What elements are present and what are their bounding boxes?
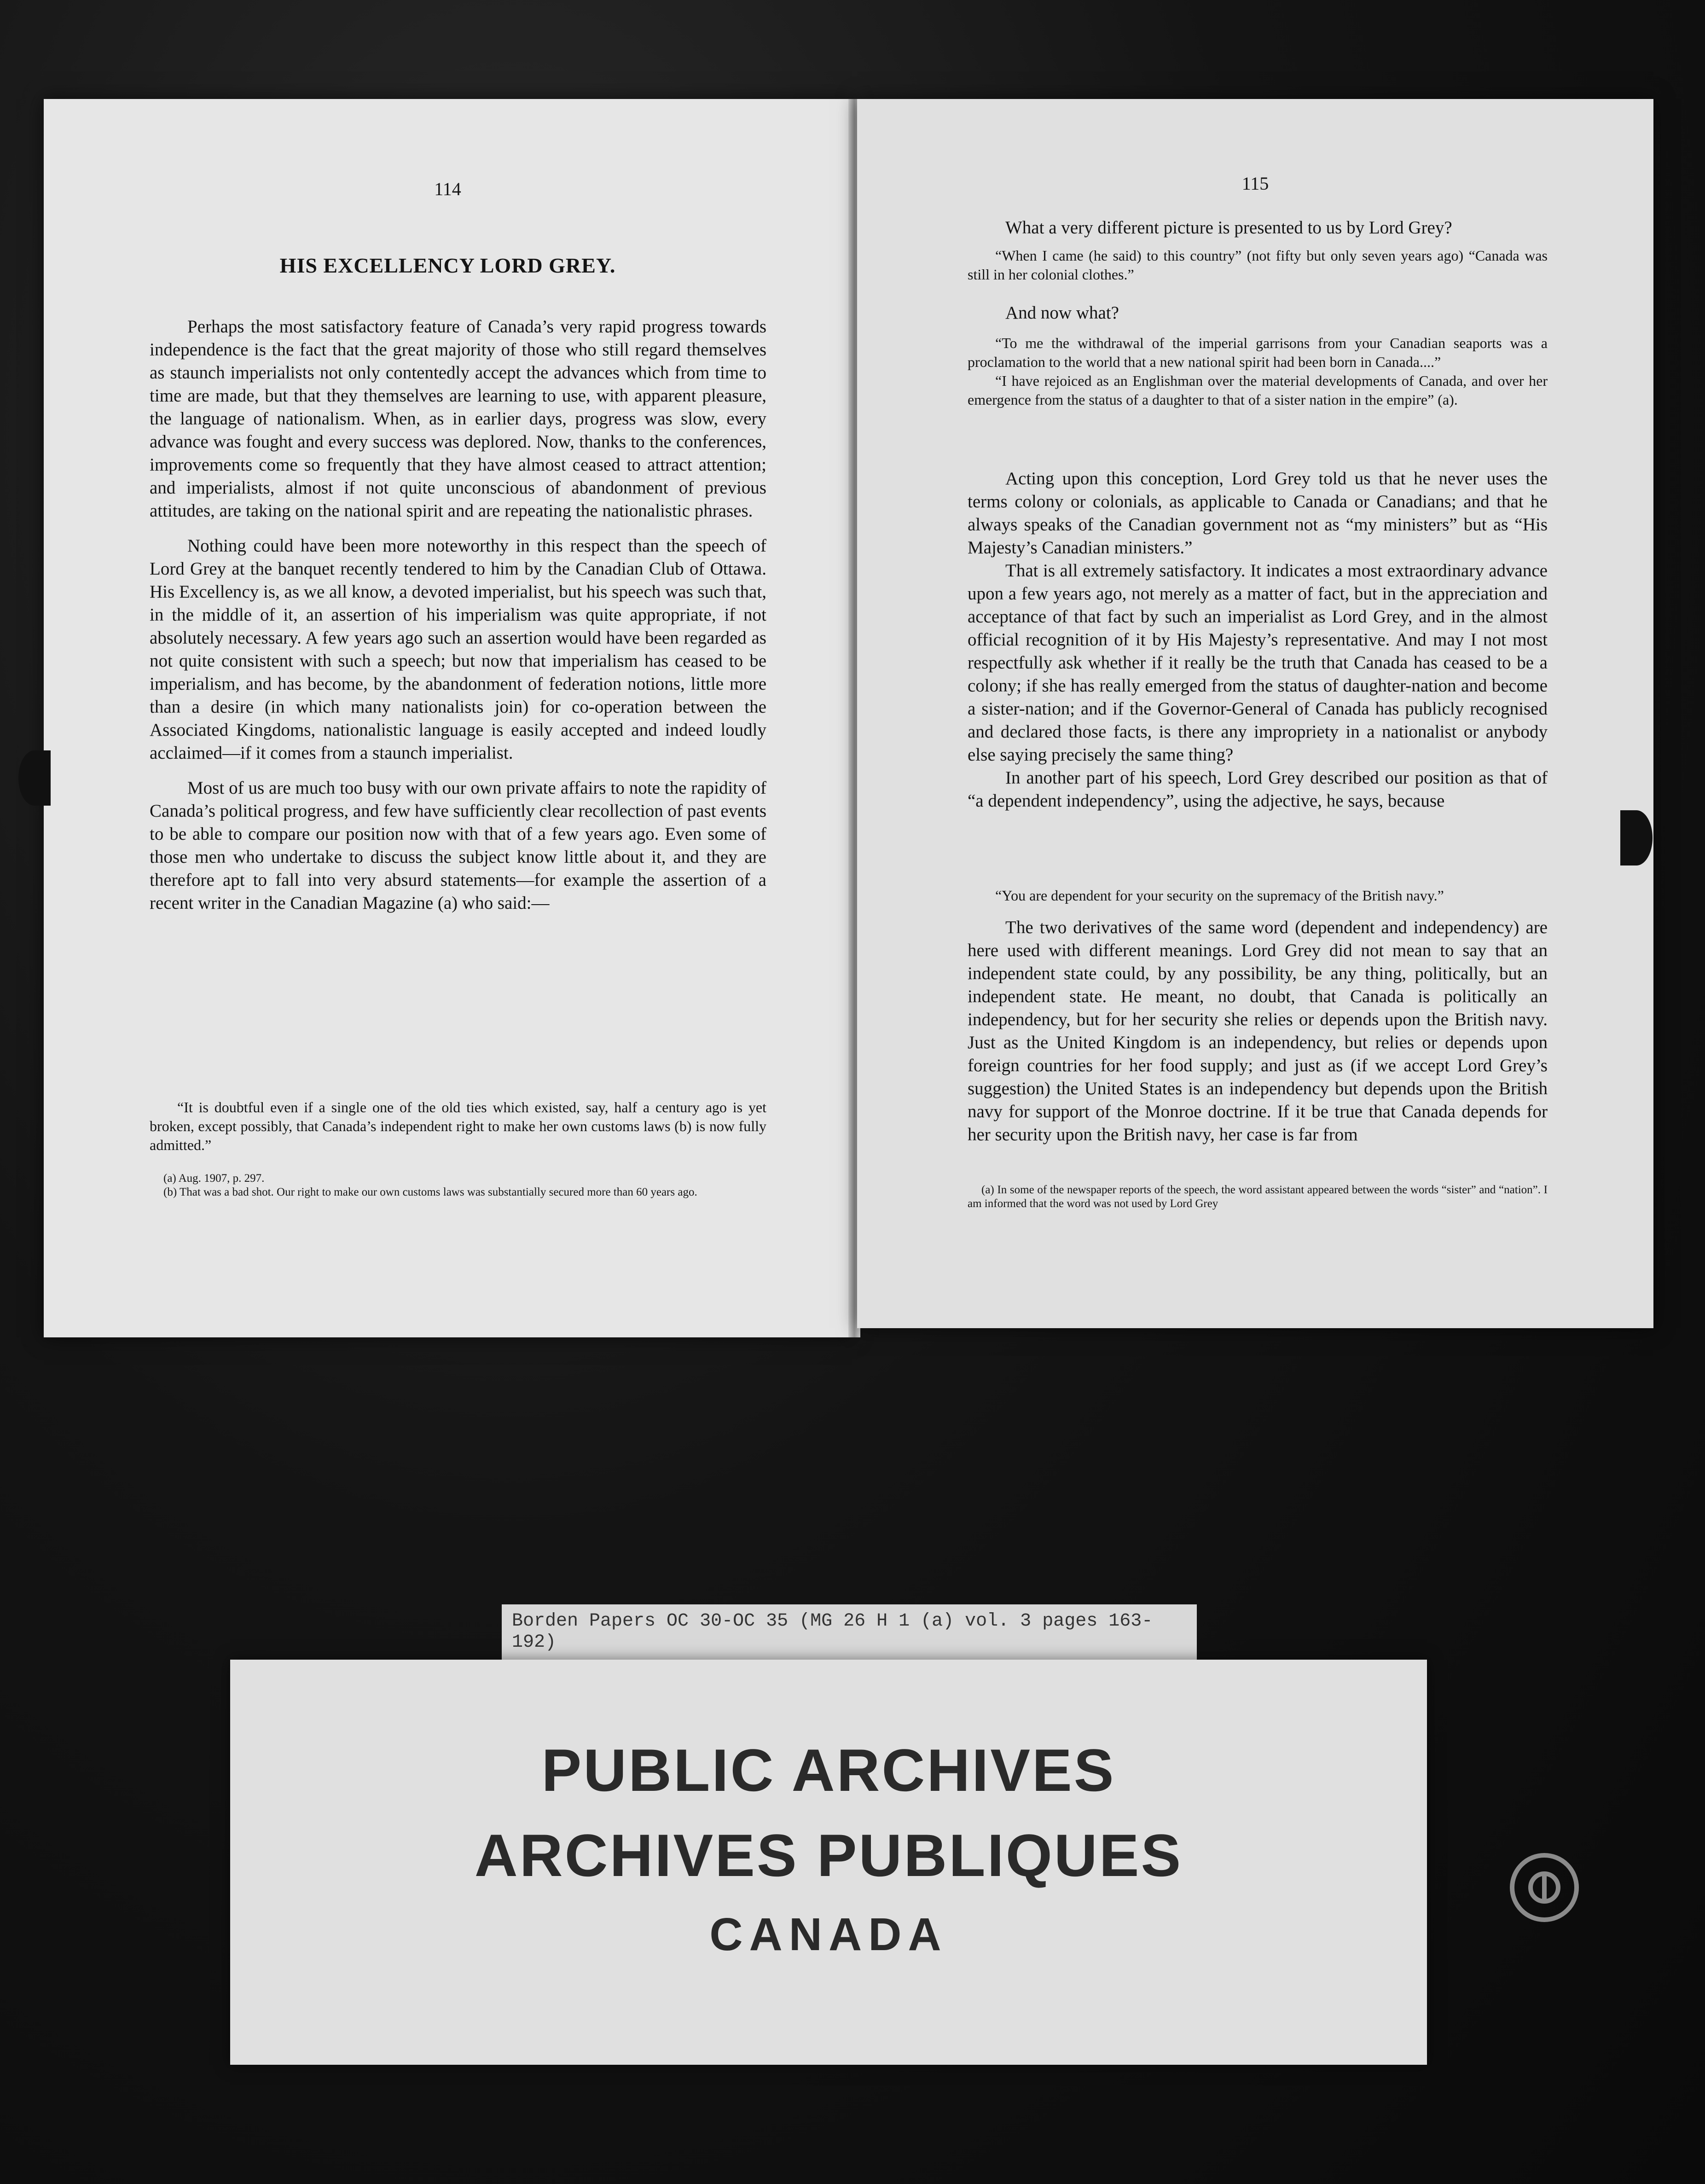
paragraph: The two derivatives of the same word (dependent and independency) are here used with different meanings. Lord Grey did not mean to say that an independent state could, by any possibility, be any thing, politically, but an independent state. He meant, no doubt, that Canada is politically an independency, but for her security she relies or depends upon the British navy. Just as the United Kingdom is an independency, but relies or depends upon foreign countries for her food supply; and just as (if we accept Lord Grey’s suggestion) the United States is an independency but depends upon the British navy for support of the Monroe doctrine. If it be true that Canada depends for her security upon the British navy, her case is far from (968, 918, 1548, 1144)
left-page (44, 99, 852, 1337)
right-paragraphs (968, 467, 1548, 813)
page-number: 114 (434, 179, 461, 199)
quote: “When I came (he said) to this country” (not fifty but only seven years ago) “Canada was still in her colonial clothes.” (968, 247, 1548, 283)
footnote: (b) That was a bad shot. Our right to make our own customs laws was substantially secured more than 60 years ago. (163, 1186, 697, 1198)
footnotes (150, 1172, 766, 1199)
plate-title-fr: ARCHIVES PUBLIQUES (474, 1822, 1183, 1889)
plate-country: CANADA (709, 1909, 948, 1960)
page-clip (18, 750, 51, 806)
article-heading: HIS EXCELLENCY LORD GREY. (279, 254, 616, 277)
quote: “You are dependent for your security on the supremacy of the British navy.” (995, 887, 1444, 904)
plate-title-en: PUBLIC ARCHIVES (541, 1737, 1116, 1804)
archive-reference-tag: Borden Papers OC 30-OC 35 (MG 26 H 1 (a) vol. 3 pages 163- 192) (502, 1604, 1197, 1660)
page-clip (1620, 810, 1653, 865)
paragraph: Most of us are much too busy with our own private affairs to note the rapidity of Canada’s political progress, and few have sufficiently clear recollection of past events to be able to compare our position now with that of a few years ago. Even some of those men who undertake to discuss the subject know little about it, and they are therefore apt to fall into very absurd statements—for example the assertion of a recent writer in the Canadian Magazine (a) who said:— (150, 778, 766, 913)
footnote: (a) Aug. 1907, p. 297. (163, 1172, 265, 1185)
footnote: (a) In some of the newspaper reports of the speech, the word assistant appeared between the words “sister” and “nation”. I am informed that the word was not used by Lord Grey (968, 1184, 1548, 1210)
page-number: 115 (1241, 173, 1269, 194)
paragraph: Nothing could have been more noteworthy in this respect than the speech of Lord Grey at the banquet recently tendered to him by the Canadian Club of Ottawa. His Excellency is, as we all know, a devoted imperialist, but his speech was such that, in the middle of it, an assertion of his imperialism was quite appropriate, if not absolutely necessary. A few years ago such an assertion would have been regarded as not quite consistent with such a speech; but now that imperialism has ceased to be imperialism, and has become, by the abandonment of federation notions, little more than a desire (in which many nationalists join) for co-operation between the Associated Kingdoms, nationalistic language is easily accepted and indeed loudly acclaimed—if it comes from a staunch imperialist. (150, 536, 766, 763)
quote: “To me the withdrawal of the imperial garrisons from your Canadian seaports was a proclamation to the world that a new national spirit had been born in Canada....” “I have rejoiced as an Englishman over the material developments of Canada, and over her emergence from the status of a daughter to that of a sister nation in the empire” (a). (968, 335, 1548, 408)
right-paragraph-last (968, 916, 1548, 1146)
paragraph: Acting upon this conception, Lord Grey told us that he never uses the terms colony or colonials, as applicable to Canada or Canadians; and that he always speaks of the Canadian government not as “my ministers” but as “His Majesty’s Canadian ministers.” (968, 469, 1548, 558)
paragraph: That is all extremely satisfactory. It indicates a most extraordinary advance upon a few years ago, not merely as a matter of fact, but in the appreciation and acceptance of that fact by such an imperialist as Lord Grey, and in the almost official recognition of it by His Majesty’s representative. And may I not most respectfully ask whether if it really be the truth that Canada has ceased to be a colony; if she has really emerged from the status of daughter-nation and become a sister-nation; and if the Governor-General of Canada has publicly recognised and declared those facts, is there any impropriety in a nationalist or anybody else saying precisely the same thing? (968, 561, 1548, 765)
paragraph: In another part of his speech, Lord Grey described our position as that of “a dependent independency”, using the adjective, he says, because (968, 768, 1548, 811)
archives-plate (230, 1660, 1427, 2065)
left-body (150, 315, 766, 915)
archives-seal-icon (1510, 1853, 1579, 1922)
intro-line: What a very different picture is presented to us by Lord Grey? (1005, 218, 1452, 238)
block-quote: “It is doubtful even if a single one of the old ties which existed, say, half a century ago is yet broken, except possibly, that Canada’s independent right to make her own customs laws (b) is now fully admitted.” (150, 1099, 766, 1153)
and-now-line: And now what? (1005, 303, 1119, 323)
paragraph: Perhaps the most satisfactory feature of Canada’s very rapid progress towards independence is the fact that the great majority of those who still regard themselves as staunch imperialists not only contentedly accept the advances which from time to time are made, but that they themselves are learning to use, with apparent pleasure, the language of nationalism. When, as in earlier days, progress was slow, every advance was fought and every success was deplored. Now, thanks to the conferences, improvements come so frequently that they have almost ceased to attract attention; and imperialists, almost if not quite unconscious of abandonment of previous attitudes, are taking on the national spirit and are repeating the nationalistic phrases. (150, 317, 766, 521)
right-body (968, 216, 1548, 239)
right-page (857, 99, 1653, 1328)
